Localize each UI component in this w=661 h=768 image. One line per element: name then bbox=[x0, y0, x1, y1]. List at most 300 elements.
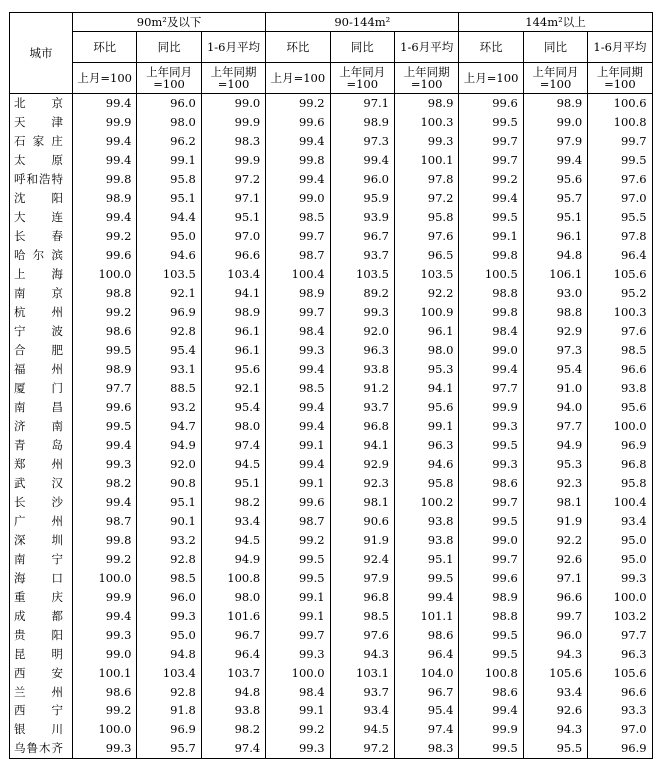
table-row bbox=[10, 94, 653, 113]
index-value-cell: 90.1 bbox=[137, 511, 201, 530]
index-value-cell: 106.1 bbox=[523, 265, 587, 284]
table-body bbox=[10, 94, 653, 759]
index-value-cell: 99.4 bbox=[459, 189, 523, 208]
index-value-cell: 99.1 bbox=[266, 435, 330, 454]
city-name-cell: 大 连 bbox=[10, 208, 73, 227]
index-value-cell: 99.7 bbox=[266, 227, 330, 246]
index-value-cell: 98.9 bbox=[73, 360, 137, 379]
index-value-cell: 98.4 bbox=[266, 322, 330, 341]
table-row bbox=[10, 227, 653, 246]
index-value-cell: 100.3 bbox=[588, 303, 652, 322]
table-row bbox=[10, 284, 653, 303]
index-value-cell: 99.4 bbox=[73, 151, 137, 170]
base-header-prev-month: 上月=100 bbox=[73, 63, 137, 94]
index-value-cell: 94.3 bbox=[523, 644, 587, 663]
table-row bbox=[10, 644, 653, 663]
index-value-cell: 94.6 bbox=[137, 246, 201, 265]
city-name-cell: 深 圳 bbox=[10, 530, 73, 549]
index-value-cell: 92.6 bbox=[523, 549, 587, 568]
city-name-cell: 西 安 bbox=[10, 663, 73, 682]
index-value-cell: 98.4 bbox=[459, 322, 523, 341]
index-value-cell: 99.7 bbox=[588, 132, 652, 151]
index-value-cell: 99.1 bbox=[459, 227, 523, 246]
table-row bbox=[10, 492, 653, 511]
base-header-same-month: 上年同月=100 bbox=[523, 63, 587, 94]
index-value-cell: 99.0 bbox=[459, 341, 523, 360]
index-value-cell: 99.1 bbox=[266, 473, 330, 492]
index-value-cell: 99.9 bbox=[459, 720, 523, 739]
city-name-cell: 宁 波 bbox=[10, 322, 73, 341]
index-value-cell: 96.6 bbox=[588, 360, 652, 379]
index-value-cell: 96.5 bbox=[394, 246, 458, 265]
index-value-cell: 103.5 bbox=[137, 265, 201, 284]
index-value-cell: 96.6 bbox=[201, 246, 265, 265]
index-value-cell: 93.8 bbox=[588, 379, 652, 398]
index-value-cell: 99.0 bbox=[523, 113, 587, 132]
index-value-cell: 99.2 bbox=[73, 701, 137, 720]
index-value-cell: 99.5 bbox=[394, 568, 458, 587]
price-index-table bbox=[9, 12, 653, 759]
index-value-cell: 93.1 bbox=[137, 360, 201, 379]
index-value-cell: 99.8 bbox=[266, 151, 330, 170]
index-value-cell: 94.0 bbox=[523, 398, 587, 417]
group-header-medium: 90-144m² bbox=[266, 13, 459, 32]
city-name-cell: 青 岛 bbox=[10, 435, 73, 454]
index-value-cell: 100.5 bbox=[459, 265, 523, 284]
index-value-cell: 99.2 bbox=[73, 549, 137, 568]
index-value-cell: 101.6 bbox=[201, 606, 265, 625]
index-value-cell: 99.5 bbox=[73, 416, 137, 435]
index-value-cell: 88.5 bbox=[137, 379, 201, 398]
index-value-cell: 96.8 bbox=[330, 416, 394, 435]
index-value-cell: 99.9 bbox=[201, 151, 265, 170]
index-value-cell: 99.8 bbox=[73, 170, 137, 189]
index-value-cell: 100.6 bbox=[588, 94, 652, 113]
index-value-cell: 96.9 bbox=[588, 435, 652, 454]
index-value-cell: 98.8 bbox=[73, 284, 137, 303]
index-value-cell: 95.3 bbox=[523, 454, 587, 473]
city-name-cell: 兰 州 bbox=[10, 682, 73, 701]
index-value-cell: 95.9 bbox=[330, 189, 394, 208]
index-value-cell: 96.3 bbox=[588, 644, 652, 663]
index-value-cell: 99.4 bbox=[266, 170, 330, 189]
index-value-cell: 98.6 bbox=[459, 682, 523, 701]
table-row bbox=[10, 265, 653, 284]
index-value-cell: 94.1 bbox=[330, 435, 394, 454]
index-value-cell: 98.0 bbox=[394, 341, 458, 360]
table-row bbox=[10, 511, 653, 530]
table-row bbox=[10, 132, 653, 151]
index-value-cell: 95.0 bbox=[137, 625, 201, 644]
index-value-cell: 99.4 bbox=[73, 208, 137, 227]
index-value-cell: 97.2 bbox=[394, 189, 458, 208]
index-value-cell: 99.7 bbox=[459, 549, 523, 568]
index-value-cell: 93.8 bbox=[394, 511, 458, 530]
sub-header-avg: 1-6月平均 bbox=[394, 32, 458, 63]
index-value-cell: 96.8 bbox=[330, 587, 394, 606]
index-value-cell: 99.7 bbox=[459, 132, 523, 151]
index-value-cell: 94.4 bbox=[137, 208, 201, 227]
index-value-cell: 93.9 bbox=[330, 208, 394, 227]
index-value-cell: 92.0 bbox=[330, 322, 394, 341]
index-value-cell: 100.4 bbox=[588, 492, 652, 511]
index-value-cell: 99.1 bbox=[266, 587, 330, 606]
index-value-cell: 95.8 bbox=[137, 170, 201, 189]
index-value-cell: 95.8 bbox=[394, 473, 458, 492]
index-value-cell: 98.7 bbox=[73, 511, 137, 530]
index-value-cell: 93.4 bbox=[330, 701, 394, 720]
city-name-cell: 广 州 bbox=[10, 511, 73, 530]
index-value-cell: 98.9 bbox=[266, 284, 330, 303]
index-value-cell: 94.8 bbox=[523, 246, 587, 265]
index-value-cell: 96.0 bbox=[330, 170, 394, 189]
table-row bbox=[10, 341, 653, 360]
index-value-cell: 92.4 bbox=[330, 549, 394, 568]
city-column-header: 城市 bbox=[10, 13, 73, 94]
index-value-cell: 93.8 bbox=[201, 701, 265, 720]
index-value-cell: 97.7 bbox=[523, 416, 587, 435]
index-value-cell: 96.7 bbox=[201, 625, 265, 644]
index-value-cell: 99.1 bbox=[266, 606, 330, 625]
base-header-same-period: 上年同期=100 bbox=[201, 63, 265, 94]
index-value-cell: 98.2 bbox=[201, 492, 265, 511]
index-value-cell: 98.2 bbox=[73, 473, 137, 492]
index-value-cell: 97.0 bbox=[588, 720, 652, 739]
index-value-cell: 97.4 bbox=[201, 739, 265, 758]
index-value-cell: 99.4 bbox=[73, 492, 137, 511]
base-header-same-period: 上年同期=100 bbox=[588, 63, 652, 94]
index-value-cell: 95.5 bbox=[523, 739, 587, 758]
index-value-cell: 99.6 bbox=[459, 94, 523, 113]
index-value-cell: 99.5 bbox=[266, 568, 330, 587]
city-name-cell: 济 南 bbox=[10, 416, 73, 435]
index-value-cell: 99.5 bbox=[73, 341, 137, 360]
index-value-cell: 99.5 bbox=[266, 549, 330, 568]
index-value-cell: 94.1 bbox=[201, 284, 265, 303]
index-value-cell: 98.6 bbox=[459, 473, 523, 492]
index-value-cell: 99.3 bbox=[459, 416, 523, 435]
index-value-cell: 96.7 bbox=[394, 682, 458, 701]
index-value-cell: 91.2 bbox=[330, 379, 394, 398]
index-value-cell: 100.2 bbox=[394, 492, 458, 511]
index-value-cell: 94.5 bbox=[201, 530, 265, 549]
index-value-cell: 99.3 bbox=[137, 606, 201, 625]
index-value-cell: 100.3 bbox=[394, 113, 458, 132]
index-value-cell: 99.3 bbox=[459, 454, 523, 473]
index-value-cell: 95.1 bbox=[523, 208, 587, 227]
index-value-cell: 95.7 bbox=[523, 189, 587, 208]
index-value-cell: 90.8 bbox=[137, 473, 201, 492]
index-value-cell: 98.6 bbox=[394, 625, 458, 644]
index-value-cell: 96.1 bbox=[394, 322, 458, 341]
index-value-cell: 92.8 bbox=[137, 549, 201, 568]
index-value-cell: 99.9 bbox=[201, 113, 265, 132]
table-row bbox=[10, 587, 653, 606]
index-value-cell: 95.4 bbox=[523, 360, 587, 379]
index-value-cell: 93.8 bbox=[394, 530, 458, 549]
city-name-cell: 合 肥 bbox=[10, 341, 73, 360]
index-value-cell: 95.1 bbox=[201, 473, 265, 492]
index-value-cell: 93.7 bbox=[330, 398, 394, 417]
index-value-cell: 96.9 bbox=[137, 303, 201, 322]
index-value-cell: 98.8 bbox=[523, 303, 587, 322]
index-value-cell: 96.1 bbox=[201, 341, 265, 360]
index-value-cell: 105.6 bbox=[588, 265, 652, 284]
index-value-cell: 99.7 bbox=[266, 303, 330, 322]
index-value-cell: 98.1 bbox=[523, 492, 587, 511]
table-row bbox=[10, 246, 653, 265]
index-value-cell: 99.8 bbox=[459, 246, 523, 265]
index-value-cell: 100.0 bbox=[73, 265, 137, 284]
index-value-cell: 100.4 bbox=[266, 265, 330, 284]
index-value-cell: 95.5 bbox=[588, 208, 652, 227]
index-value-cell: 103.7 bbox=[201, 663, 265, 682]
index-value-cell: 103.4 bbox=[201, 265, 265, 284]
index-value-cell: 96.8 bbox=[588, 454, 652, 473]
index-value-cell: 94.8 bbox=[137, 644, 201, 663]
city-name-cell: 成 都 bbox=[10, 606, 73, 625]
index-value-cell: 103.1 bbox=[330, 663, 394, 682]
index-value-cell: 103.4 bbox=[137, 663, 201, 682]
index-value-cell: 93.4 bbox=[523, 682, 587, 701]
table-row bbox=[10, 663, 653, 682]
index-value-cell: 99.9 bbox=[459, 398, 523, 417]
table-row bbox=[10, 435, 653, 454]
index-value-cell: 95.0 bbox=[588, 549, 652, 568]
index-value-cell: 99.5 bbox=[459, 625, 523, 644]
index-value-cell: 99.7 bbox=[459, 151, 523, 170]
index-value-cell: 96.9 bbox=[588, 739, 652, 758]
index-value-cell: 96.7 bbox=[330, 227, 394, 246]
base-header-prev-month: 上月=100 bbox=[459, 63, 523, 94]
index-value-cell: 99.3 bbox=[266, 739, 330, 758]
index-value-cell: 99.2 bbox=[266, 720, 330, 739]
index-value-cell: 94.3 bbox=[523, 720, 587, 739]
index-value-cell: 94.9 bbox=[523, 435, 587, 454]
index-value-cell: 99.7 bbox=[523, 606, 587, 625]
index-value-cell: 96.4 bbox=[588, 246, 652, 265]
index-value-cell: 99.3 bbox=[73, 454, 137, 473]
index-value-cell: 99.5 bbox=[459, 113, 523, 132]
index-value-cell: 105.6 bbox=[523, 663, 587, 682]
city-name-cell: 西 宁 bbox=[10, 701, 73, 720]
index-value-cell: 98.6 bbox=[73, 322, 137, 341]
index-value-cell: 100.8 bbox=[459, 663, 523, 682]
index-value-cell: 99.6 bbox=[266, 113, 330, 132]
index-value-cell: 95.6 bbox=[523, 170, 587, 189]
index-value-cell: 99.4 bbox=[266, 454, 330, 473]
index-value-cell: 98.8 bbox=[459, 606, 523, 625]
index-value-cell: 101.1 bbox=[394, 606, 458, 625]
index-value-cell: 100.0 bbox=[588, 416, 652, 435]
sub-header-mom: 环比 bbox=[459, 32, 523, 63]
index-value-cell: 99.5 bbox=[459, 435, 523, 454]
table-row bbox=[10, 113, 653, 132]
index-value-cell: 99.4 bbox=[266, 360, 330, 379]
table-row bbox=[10, 568, 653, 587]
index-value-cell: 100.0 bbox=[73, 720, 137, 739]
index-value-cell: 99.0 bbox=[459, 530, 523, 549]
index-value-cell: 92.9 bbox=[523, 322, 587, 341]
table-row bbox=[10, 416, 653, 435]
index-value-cell: 95.1 bbox=[137, 189, 201, 208]
index-value-cell: 103.5 bbox=[394, 265, 458, 284]
index-value-cell: 93.2 bbox=[137, 398, 201, 417]
table-row bbox=[10, 549, 653, 568]
index-value-cell: 98.9 bbox=[459, 587, 523, 606]
index-value-cell: 95.0 bbox=[137, 227, 201, 246]
index-value-cell: 99.6 bbox=[266, 492, 330, 511]
index-value-cell: 94.8 bbox=[201, 682, 265, 701]
index-value-cell: 98.9 bbox=[201, 303, 265, 322]
city-name-cell: 南 昌 bbox=[10, 398, 73, 417]
index-value-cell: 90.6 bbox=[330, 511, 394, 530]
index-value-cell: 93.0 bbox=[523, 284, 587, 303]
city-name-cell: 南 宁 bbox=[10, 549, 73, 568]
table-row bbox=[10, 720, 653, 739]
index-value-cell: 96.6 bbox=[588, 682, 652, 701]
group-header-small: 90m²及以下 bbox=[73, 13, 266, 32]
index-value-cell: 96.2 bbox=[137, 132, 201, 151]
city-name-cell: 长 沙 bbox=[10, 492, 73, 511]
index-value-cell: 96.0 bbox=[137, 94, 201, 113]
index-value-cell: 99.5 bbox=[459, 208, 523, 227]
city-name-cell: 太 原 bbox=[10, 151, 73, 170]
index-value-cell: 100.8 bbox=[201, 568, 265, 587]
city-name-cell: 杭 州 bbox=[10, 303, 73, 322]
city-name-cell: 昆 明 bbox=[10, 644, 73, 663]
index-value-cell: 99.7 bbox=[459, 492, 523, 511]
index-value-cell: 92.9 bbox=[330, 454, 394, 473]
index-value-cell: 98.5 bbox=[266, 208, 330, 227]
index-value-cell: 97.2 bbox=[201, 170, 265, 189]
index-value-cell: 98.9 bbox=[523, 94, 587, 113]
index-value-cell: 99.4 bbox=[266, 132, 330, 151]
index-value-cell: 96.1 bbox=[201, 322, 265, 341]
city-name-cell: 郑 州 bbox=[10, 454, 73, 473]
index-value-cell: 96.3 bbox=[330, 341, 394, 360]
index-value-cell: 89.2 bbox=[330, 284, 394, 303]
index-value-cell: 99.4 bbox=[73, 606, 137, 625]
city-name-cell: 哈尔滨 bbox=[10, 246, 73, 265]
index-value-cell: 99.4 bbox=[73, 132, 137, 151]
index-value-cell: 96.6 bbox=[523, 587, 587, 606]
index-value-cell: 99.0 bbox=[73, 644, 137, 663]
table-row bbox=[10, 170, 653, 189]
index-value-cell: 99.2 bbox=[459, 170, 523, 189]
index-value-cell: 92.8 bbox=[137, 322, 201, 341]
index-value-cell: 97.6 bbox=[588, 170, 652, 189]
sub-header-mom: 环比 bbox=[266, 32, 330, 63]
index-value-cell: 98.7 bbox=[266, 246, 330, 265]
index-value-cell: 95.7 bbox=[137, 739, 201, 758]
index-value-cell: 99.6 bbox=[459, 568, 523, 587]
index-value-cell: 99.2 bbox=[266, 530, 330, 549]
index-value-cell: 98.2 bbox=[201, 720, 265, 739]
index-value-cell: 98.9 bbox=[73, 189, 137, 208]
city-name-cell: 乌鲁木齐 bbox=[10, 739, 73, 758]
index-value-cell: 99.4 bbox=[459, 701, 523, 720]
index-value-cell: 95.3 bbox=[394, 360, 458, 379]
sub-header-avg: 1-6月平均 bbox=[588, 32, 652, 63]
index-value-cell: 98.0 bbox=[201, 416, 265, 435]
index-value-cell: 99.8 bbox=[73, 530, 137, 549]
city-name-cell: 武 汉 bbox=[10, 473, 73, 492]
index-value-cell: 94.5 bbox=[330, 720, 394, 739]
sub-header-mom: 环比 bbox=[73, 32, 137, 63]
index-value-cell: 100.1 bbox=[394, 151, 458, 170]
index-value-cell: 100.8 bbox=[588, 113, 652, 132]
index-value-cell: 97.4 bbox=[394, 720, 458, 739]
table-row bbox=[10, 151, 653, 170]
index-value-cell: 99.5 bbox=[459, 739, 523, 758]
index-value-cell: 99.4 bbox=[73, 94, 137, 113]
sub-header-yoy: 同比 bbox=[523, 32, 587, 63]
index-value-cell: 105.6 bbox=[588, 663, 652, 682]
index-value-cell: 97.6 bbox=[330, 625, 394, 644]
city-name-cell: 厦 门 bbox=[10, 379, 73, 398]
index-value-cell: 99.6 bbox=[73, 246, 137, 265]
index-value-cell: 98.4 bbox=[266, 682, 330, 701]
index-value-cell: 100.1 bbox=[73, 663, 137, 682]
table-row bbox=[10, 208, 653, 227]
index-value-cell: 96.4 bbox=[201, 644, 265, 663]
table-row bbox=[10, 606, 653, 625]
index-value-cell: 97.3 bbox=[523, 341, 587, 360]
index-value-cell: 99.4 bbox=[73, 435, 137, 454]
table-row bbox=[10, 530, 653, 549]
index-value-cell: 97.0 bbox=[588, 189, 652, 208]
index-value-cell: 95.8 bbox=[394, 208, 458, 227]
index-value-cell: 98.8 bbox=[459, 284, 523, 303]
index-value-cell: 95.2 bbox=[588, 284, 652, 303]
index-value-cell: 95.4 bbox=[137, 341, 201, 360]
index-value-cell: 97.1 bbox=[330, 94, 394, 113]
city-name-cell: 南 京 bbox=[10, 284, 73, 303]
price-index-table-container bbox=[9, 12, 653, 759]
index-value-cell: 98.9 bbox=[330, 113, 394, 132]
index-value-cell: 94.5 bbox=[201, 454, 265, 473]
index-value-cell: 93.4 bbox=[588, 511, 652, 530]
table-row bbox=[10, 379, 653, 398]
table-row bbox=[10, 454, 653, 473]
index-value-cell: 95.6 bbox=[394, 398, 458, 417]
index-value-cell: 99.9 bbox=[73, 587, 137, 606]
index-value-cell: 92.3 bbox=[330, 473, 394, 492]
index-value-cell: 97.9 bbox=[330, 568, 394, 587]
index-value-cell: 93.3 bbox=[588, 701, 652, 720]
index-value-cell: 99.5 bbox=[588, 151, 652, 170]
index-value-cell: 95.4 bbox=[201, 398, 265, 417]
index-value-cell: 92.0 bbox=[137, 454, 201, 473]
index-value-cell: 99.3 bbox=[266, 341, 330, 360]
index-value-cell: 94.1 bbox=[394, 379, 458, 398]
base-header-same-month: 上年同月=100 bbox=[137, 63, 201, 94]
index-value-cell: 96.4 bbox=[394, 644, 458, 663]
city-name-cell: 天 津 bbox=[10, 113, 73, 132]
index-value-cell: 99.6 bbox=[73, 398, 137, 417]
index-value-cell: 95.6 bbox=[201, 360, 265, 379]
index-value-cell: 93.4 bbox=[201, 511, 265, 530]
index-value-cell: 97.9 bbox=[523, 132, 587, 151]
index-value-cell: 92.1 bbox=[201, 379, 265, 398]
city-name-cell: 上 海 bbox=[10, 265, 73, 284]
index-value-cell: 94.9 bbox=[137, 435, 201, 454]
base-header-prev-month: 上月=100 bbox=[266, 63, 330, 94]
index-value-cell: 103.2 bbox=[588, 606, 652, 625]
index-value-cell: 99.4 bbox=[330, 151, 394, 170]
index-value-cell: 103.5 bbox=[330, 265, 394, 284]
